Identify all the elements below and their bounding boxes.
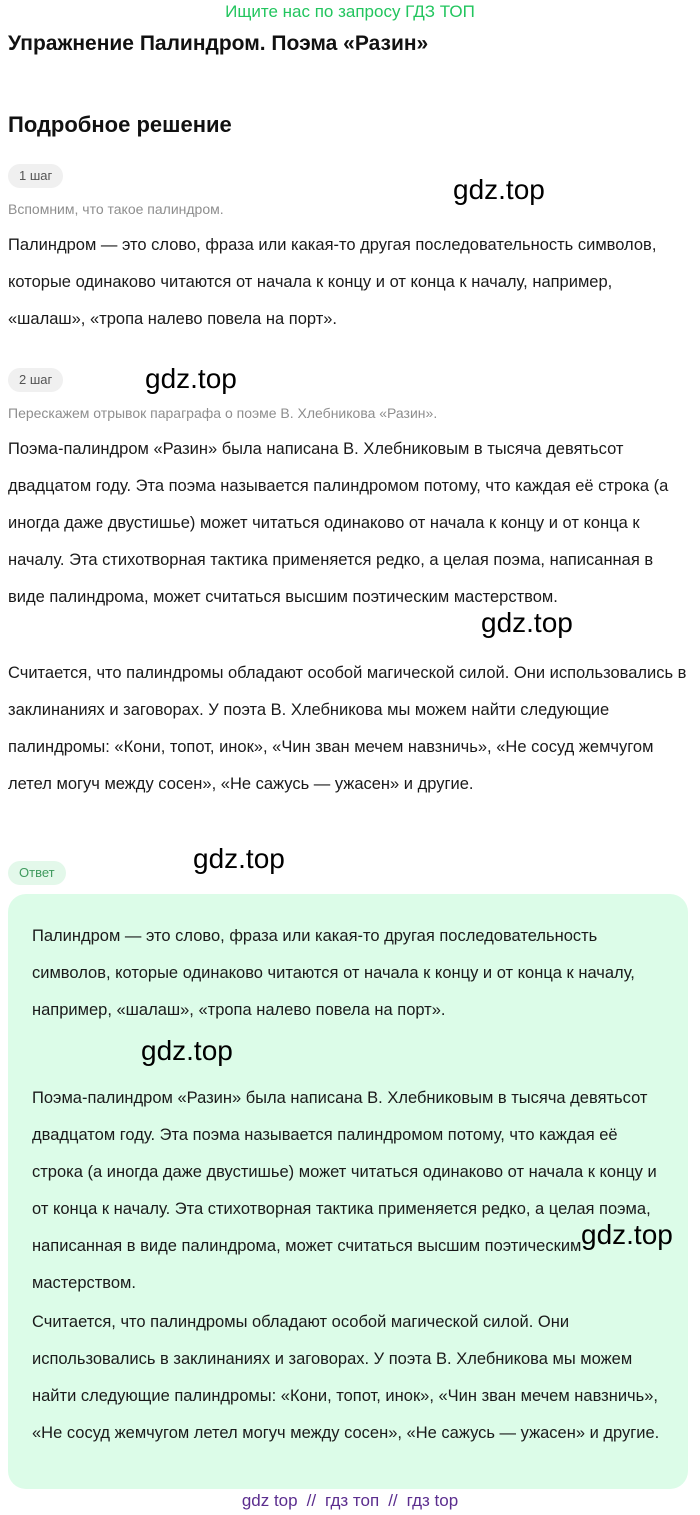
step-1-badge: 1 шаг <box>8 164 63 188</box>
step-1-paragraph: Палиндром — это слово, фраза или какая-то другая последовательность символов, которые одинаково читаются от начала к концу и от конца к началу, например, «шалаш», «тропа налево повела на порт». <box>8 236 657 328</box>
footer-link-gdz-top-ru[interactable]: гдз топ <box>325 1491 380 1510</box>
page-title: Упражнение Палиндром. Поэма «Разин» <box>8 32 429 55</box>
section-title: Подробное решение <box>8 112 232 137</box>
watermark: gdz.top <box>145 363 237 394</box>
answer-paragraph-1: Палиндром — это слово, фраза или какая-то другая последовательность символов, которые одинаково читаются от начала к концу и от конца к началу, например, «шалаш», «тропа налево повела на порт». <box>32 927 635 1019</box>
step-1-hint: Вспомним, что такое палиндром. <box>8 201 224 217</box>
step-2-badge: 2 шаг <box>8 368 63 392</box>
step-2-paragraph-2: Считается, что палиндромы обладают особой магической силой. Они использовались в заклинаниях и заговорах. У поэта В. Хлебникова мы можем найти следующие палиндромы: «Кони, топот, инок», «Чин зван мечем навзничь», «Не сосуд жемчугом летел могуч между сосен», «Не сажусь — ужасен» и другие. <box>8 664 687 793</box>
footer-separator: // <box>388 1491 398 1510</box>
answer-badge: Ответ <box>8 861 66 885</box>
footer-link-gdz-top-mixed[interactable]: гдз top <box>406 1491 459 1510</box>
watermark: gdz.top <box>581 1219 673 1250</box>
footer-link-gdz-top[interactable]: gdz top <box>241 1491 298 1510</box>
answer-box <box>8 894 688 1489</box>
watermark: gdz.top <box>193 843 285 874</box>
step-2-hint: Перескажем отрывок параграфа о поэме В. Хлебникова «Разин». <box>8 405 438 421</box>
watermark: gdz.top <box>481 607 573 638</box>
watermark: gdz.top <box>141 1035 233 1066</box>
watermark: gdz.top <box>453 174 545 205</box>
step-2-paragraph-1: Поэма-палиндром «Разин» была написана В. Хлебниковым в тысяча девятьсот двадцатом году. Эта поэма называется палиндромом потому, что каждая её строка (а иногда даже двустишье) может читаться одинаково от начала к концу и от конца к началу. Эта стихотворная тактика применяется редко, а целая поэма, написанная в виде палиндрома, может считаться высшим поэтическим мастерством. <box>8 440 669 606</box>
search-banner: Ищите нас по запросу ГДЗ ТОП <box>225 2 475 21</box>
footer <box>0 1491 700 1511</box>
answer-paragraph-3: Считается, что палиндромы обладают особой магической силой. Они использовались в заклинаниях и заговорах. У поэта В. Хлебникова мы можем найти следующие палиндромы: «Кони, топот, инок», «Чин зван мечем навзничь», «Не сосуд жемчугом летел могуч между сосен», «Не сажусь — ужасен» и другие. <box>32 1313 660 1442</box>
footer-separator: // <box>306 1491 317 1510</box>
answer-paragraph-2: Поэма-палиндром «Разин» была написана В. Хлебниковым в тысяча девятьсот двадцатом году. Эта поэма называется палиндромом потому, что каждая её строка (а иногда даже двустишье) может читаться одинаково от начала к концу и от конца к началу. Эта стихотворная тактика применяется редко, а целая поэма, написанная в виде палиндрома, может считаться высшим поэтическим мастерством. <box>32 1089 657 1292</box>
